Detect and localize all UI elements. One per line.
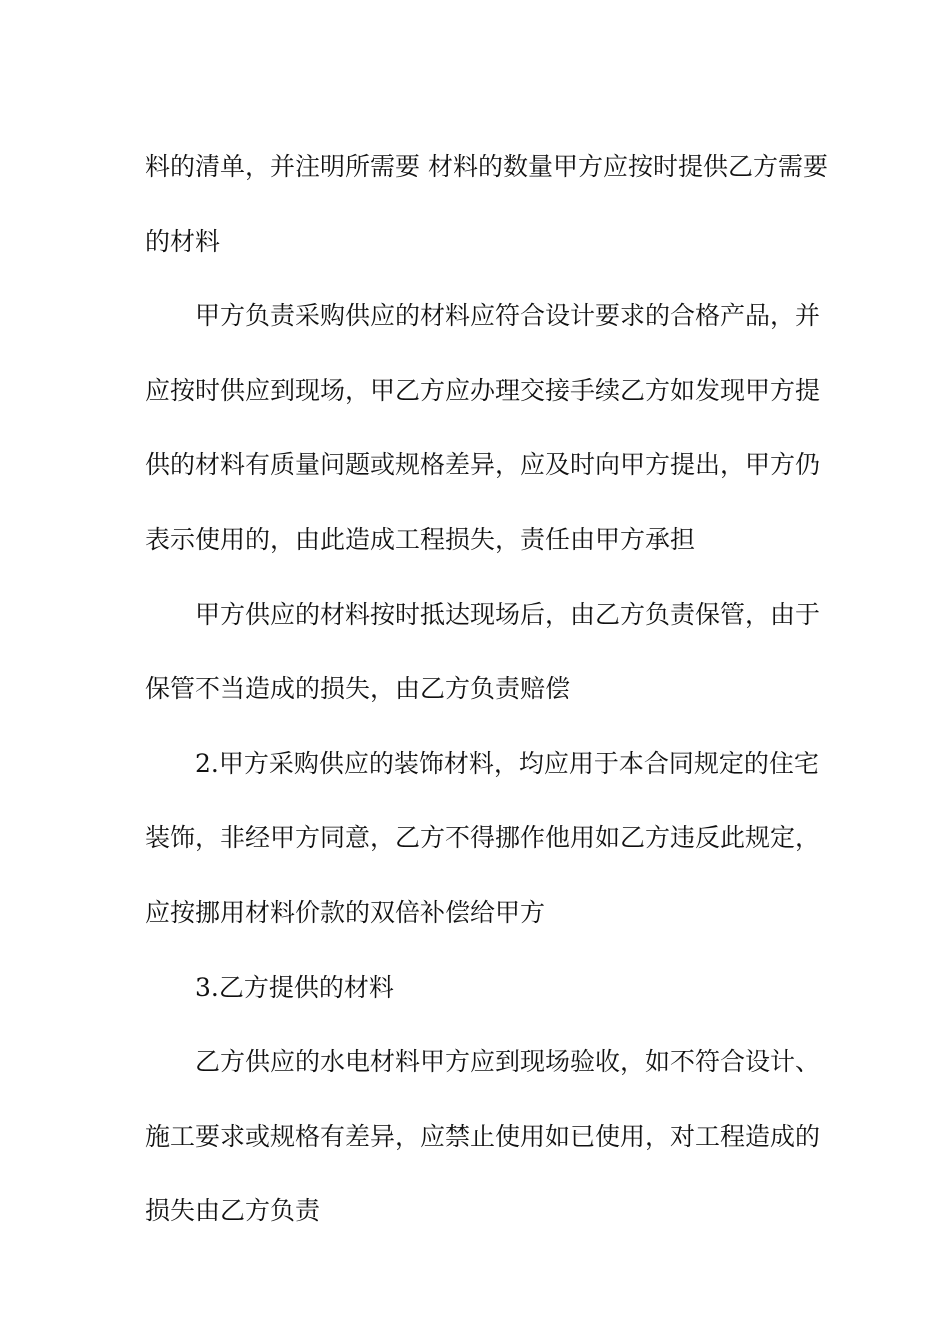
text-line: 甲方负责采购供应的材料应符合设计要求的合格产品，并	[195, 301, 821, 331]
text-line: 应按时供应到现场，甲乙方应办理交接手续乙方如发现甲方提	[145, 375, 821, 405]
text-line: 表示使用的，由此造成工程损失，责任由甲方承担	[145, 524, 696, 554]
paragraph-material-list	[145, 130, 828, 279]
text-line: 供的材料有质量问题或规格差异，应及时向甲方提出，甲方仍	[145, 450, 821, 480]
text-line: 2.甲方采购供应的装饰材料，均应用于本合同规定的住宅	[195, 748, 819, 778]
text-line: 3.乙方提供的材料	[195, 972, 394, 1002]
text-line: 损失由乙方负责	[145, 1196, 321, 1226]
paragraph-clause-3-heading	[145, 951, 810, 1026]
text-line: 乙方供应的水电材料甲方应到现场验收，如不符合设计、	[195, 1047, 821, 1077]
text-line: 的材料	[145, 226, 221, 256]
text-line: 料的清单，并注明所需要 材料的数量甲方应按时提供乙方需要	[145, 152, 828, 181]
text-line: 施工要求或规格有差异，应禁止使用如已使用，对工程造成的	[145, 1121, 821, 1151]
paragraph-clause-2	[145, 727, 821, 951]
text-line: 装饰，非经甲方同意，乙方不得挪作他用如乙方违反此规定，	[145, 823, 821, 853]
document-body	[145, 130, 828, 1249]
paragraph-custody	[145, 578, 821, 727]
text-line: 应按挪用材料价款的双倍补偿给甲方	[145, 897, 546, 927]
paragraph-party-b-materials	[145, 1025, 821, 1249]
text-line: 甲方供应的材料按时抵达现场后，由乙方负责保管，由于	[195, 599, 821, 629]
paragraph-party-a-procurement	[145, 279, 821, 577]
text-line: 保管不当造成的损失，由乙方负责赔偿	[145, 674, 571, 704]
